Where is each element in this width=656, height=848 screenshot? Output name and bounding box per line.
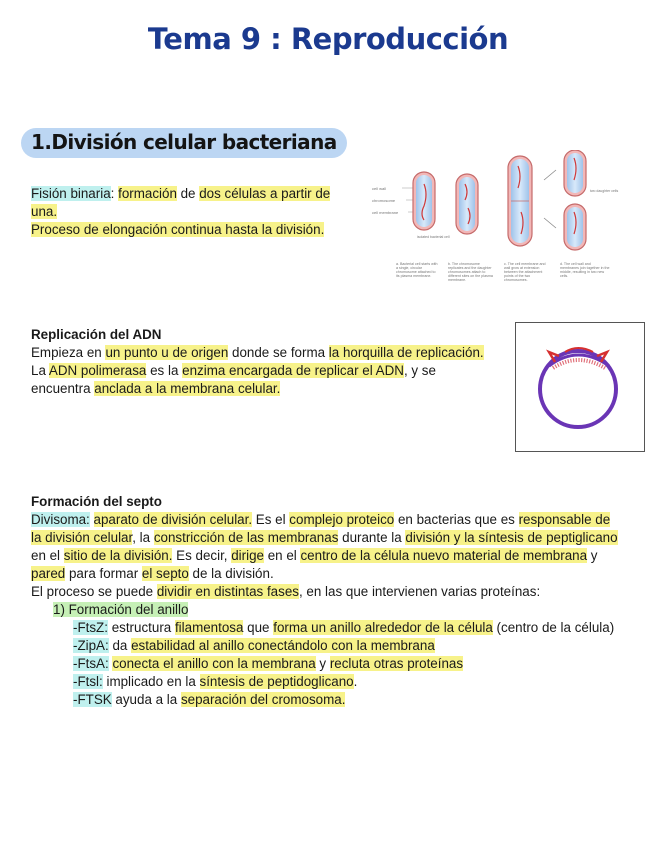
text-run: ayuda a la [111, 692, 181, 707]
highlight: recluta otras proteínas [329, 656, 464, 671]
text-run: de la división. [188, 566, 274, 581]
highlight: conecta el anillo con la membrana [112, 656, 316, 671]
highlight: centro de la célula nuevo material de membrana [300, 548, 588, 563]
text-run: y [315, 656, 330, 671]
phase-1-title: 1) Formación del anillo [53, 602, 189, 617]
protein-ftsz: -FtsZ: [73, 620, 108, 635]
highlight: división y la síntesis de peptiglicano [405, 530, 618, 545]
highlight: formación [118, 186, 177, 201]
page-title: Tema 9 : Reproducción [147, 22, 509, 56]
protein-ftsa: -FtsA: [73, 656, 109, 671]
term-fision-binaria: Fisión binaria [31, 186, 111, 201]
text-run: y [587, 548, 598, 563]
highlight: forma un anillo alrededor de la célula [273, 620, 493, 635]
cell-stage-c [508, 156, 532, 246]
fision-binaria-text [31, 185, 331, 239]
highlight: estabilidad al anillo conectándolo con la membrana [131, 638, 435, 653]
text-run: , en las que intervienen varias proteínas: [298, 584, 541, 599]
highlight: un punto u de origen [105, 345, 229, 360]
label-chromosome: chromosome [372, 198, 396, 203]
highlight: anclada a la membrana celular. [94, 381, 281, 396]
text-run: durante la [338, 530, 406, 545]
text-run: Empieza en [31, 345, 106, 360]
caption-c: c. The cell membrane and wall grow at extension between the attachment points of the two chromosomes. [504, 262, 546, 282]
highlight: Divisoma: [31, 512, 90, 527]
cell-stage-a [413, 172, 435, 230]
text-run: da [108, 638, 132, 653]
septo-heading: Formación del septo [31, 494, 162, 509]
text-run: Es decir, [172, 548, 232, 563]
replicacion-heading: Replicación del ADN [31, 327, 162, 342]
highlight: constricción de las membranas [153, 530, 339, 545]
label-daughter-cells: two daughter cells [590, 189, 619, 193]
text-run: de [176, 186, 200, 201]
highlight: pared [31, 566, 66, 581]
text-run: que [243, 620, 274, 635]
highlight: dos células [199, 186, 267, 201]
text-run: donde se forma [228, 345, 329, 360]
highlight: aparato de división celular. [93, 512, 253, 527]
cell-stage-d [564, 150, 586, 250]
highlight: el septo [141, 566, 189, 581]
caption-d: d. The cell wall and membranes join together in the middle, resulting in two new cells. [560, 262, 610, 278]
highlight: ADN polimerasa [48, 363, 147, 378]
text-run: . [353, 674, 358, 689]
highlight: responsable de la división celular [31, 512, 611, 545]
protein-zipa: -ZipA: [73, 638, 109, 653]
text-run: para formar [65, 566, 142, 581]
highlight: sitio de la división. [63, 548, 173, 563]
text-run: , y se encuentra [31, 363, 436, 396]
text-run: en el [264, 548, 301, 563]
protein-ftsk: -FTSK [73, 692, 112, 707]
text-run: implicado en la [102, 674, 200, 689]
label-isolate-cell: isolated bacterial cell [417, 235, 450, 239]
highlight: filamentosa [174, 620, 244, 635]
highlight: dirige [231, 548, 264, 563]
caption-a: a. Bacterial cell starts with a single, circular chromosome attached to its plasma membrane. [396, 262, 438, 278]
text-run: El proceso se puede [31, 584, 157, 599]
text-run [90, 512, 94, 527]
highlight: enzima encargada de replicar el ADN [182, 363, 404, 378]
proceso-elongacion: Proceso de elongación continua hasta la división. [31, 222, 325, 237]
septo-paragraph [31, 511, 621, 583]
text-run: : [110, 186, 119, 201]
highlight: dividir en distintas fases [156, 584, 299, 599]
highlight: a partir de una. [31, 186, 331, 219]
text-run: , la [132, 530, 154, 545]
highlight: complejo proteico [289, 512, 395, 527]
text-run: (centro de la célula) [492, 620, 615, 635]
text-run: en bacterias que es [394, 512, 519, 527]
caption-b: b. The chromosome replicates and the daughter chromosomes attach to different sites on the plasma membrane. [448, 262, 493, 282]
text-run: Es el [252, 512, 290, 527]
cell-stage-b [456, 174, 478, 234]
text-run: La [31, 363, 49, 378]
text-run: es la [146, 363, 183, 378]
septo-block [31, 493, 621, 709]
protein-ftsl: -Ftsl: [73, 674, 103, 689]
binary-fission-figure [368, 150, 630, 300]
highlight: la horquilla de replicación. [328, 345, 484, 360]
section-title: 1.División celular bacteriana [31, 130, 337, 154]
text-run: estructura [107, 620, 175, 635]
replicacion-block [31, 326, 491, 398]
text-run: en el [31, 548, 64, 563]
highlight: síntesis de peptidoglicano [199, 674, 354, 689]
replication-figure [515, 322, 645, 452]
label-cell-wall: cell wall [372, 186, 387, 191]
highlight: separación del cromosoma. [180, 692, 346, 707]
label-cell-membrane: cell membrane [372, 210, 399, 215]
